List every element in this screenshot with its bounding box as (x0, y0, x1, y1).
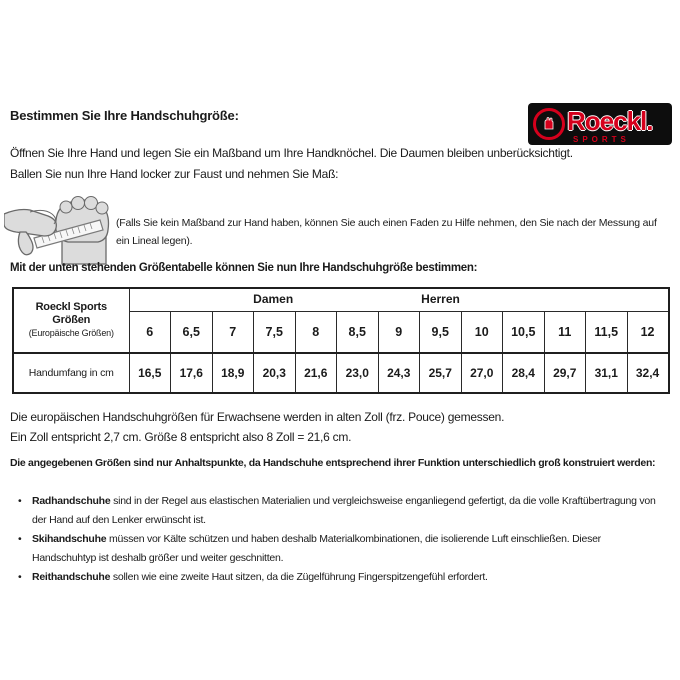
glove-type-list (10, 492, 660, 587)
table-heading: Mit der unten stehenden Größentabelle können Sie nun Ihre Handschuhgröße bestimmen: (10, 262, 478, 274)
circumference-label-cell: Handumfang in cm (13, 353, 129, 393)
glove-size-table (12, 287, 670, 394)
gender-header-cell (129, 288, 669, 312)
size-row-label-line2: Größen (52, 314, 91, 326)
size-row-label-cell (13, 288, 129, 353)
after-table-line-1: Die europäischen Handschuhgrößen für Erwachsene werden in alten Zoll (frz. Pouce) gemessen. (10, 410, 505, 424)
circumference-cell: 23,0 (337, 353, 379, 393)
bullet-lead: Skihandschuhe (32, 533, 107, 545)
circumference-cell: 21,6 (295, 353, 337, 393)
size-cell: 9 (378, 312, 420, 354)
size-cell: 6 (129, 312, 171, 354)
roeckl-logo (528, 103, 672, 145)
bullet-text: müssen vor Kälte schützen und haben deshalb Materialkombinationen, die isolierende Luft einschließen. Dieser Handschuhtyp ist deshalb größer und weiter geschnitten. (32, 533, 601, 564)
bullet-text: sind in der Regel aus elastischen Materialien und vergleichsweise enganliegend gefertigt, da die volle Kraftübertragung von der Hand auf den Lenker erwünscht ist. (32, 495, 656, 526)
circumference-cell: 24,3 (378, 353, 420, 393)
intro-line-1: Öffnen Sie Ihre Hand und legen Sie ein Maßband um Ihre Handknöchel. Die Daumen bleiben unberücksichtigt. (10, 146, 573, 160)
logo-brand-text: Roeckl. (567, 106, 653, 136)
glove-emblem-icon (533, 108, 565, 140)
circumference-cell: 27,0 (461, 353, 503, 393)
list-item-reithandschuhe (10, 568, 660, 587)
size-cell: 7,5 (254, 312, 296, 354)
size-cell: 8,5 (337, 312, 379, 354)
size-cell: 11,5 (586, 312, 628, 354)
circumference-cell: 16,5 (129, 353, 171, 393)
circumference-cell: 29,7 (544, 353, 586, 393)
size-cell: 9,5 (420, 312, 462, 354)
size-cell: 6,5 (171, 312, 213, 354)
page-title: Bestimmen Sie Ihre Handschuhgröße: (10, 108, 239, 123)
size-row-label-line3: (Europäische Größen) (28, 328, 114, 338)
size-cell: 12 (627, 312, 669, 354)
logo-sports-text: SPORTS (573, 135, 630, 144)
size-cell: 10 (461, 312, 503, 354)
herren-header: Herren (421, 292, 460, 306)
list-item-skihandschuhe (10, 530, 660, 568)
hand-measure-illustration (4, 186, 116, 266)
size-cell: 10,5 (503, 312, 545, 354)
size-cell: 11 (544, 312, 586, 354)
circumference-cell: 17,6 (171, 353, 213, 393)
intro-line-2: Ballen Sie nun Ihre Hand locker zur Faust und nehmen Sie Maß: (10, 167, 339, 181)
after-table-line-2: Ein Zoll entspricht 2,7 cm. Größe 8 entspricht also 8 Zoll = 21,6 cm. (10, 430, 352, 444)
circumference-cell: 32,4 (627, 353, 669, 393)
bullet-text: sollen wie eine zweite Haut sitzen, da die Zügelführung Fingerspitzengefühl erfordert. (110, 571, 488, 583)
circumference-row (13, 353, 669, 393)
figure-caption: (Falls Sie kein Maßband zur Hand haben, können Sie auch einen Faden zu Hilfe nehmen, den Sie nach der Messung auf ein Lineal legen). (116, 217, 657, 247)
damen-header: Damen (253, 292, 294, 306)
circumference-cell: 28,4 (503, 353, 545, 393)
circumference-cell: 18,9 (212, 353, 254, 393)
circumference-cell: 25,7 (420, 353, 462, 393)
circumference-cell: 20,3 (254, 353, 296, 393)
size-cell: 8 (295, 312, 337, 354)
bullet-lead: Radhandschuhe (32, 495, 111, 507)
bold-note: Die angegebenen Größen sind nur Anhaltspunkte, da Handschuhe entsprechend ihrer Funktion unterschiedlich groß konstruiert werden: (10, 457, 656, 469)
gender-header-row (13, 288, 669, 312)
circumference-cell: 31,1 (586, 353, 628, 393)
size-row-label-line1: Roeckl Sports (35, 301, 107, 313)
list-item-radhandschuhe (10, 492, 660, 530)
bullet-lead: Reithandschuhe (32, 571, 111, 583)
size-cell: 7 (212, 312, 254, 354)
